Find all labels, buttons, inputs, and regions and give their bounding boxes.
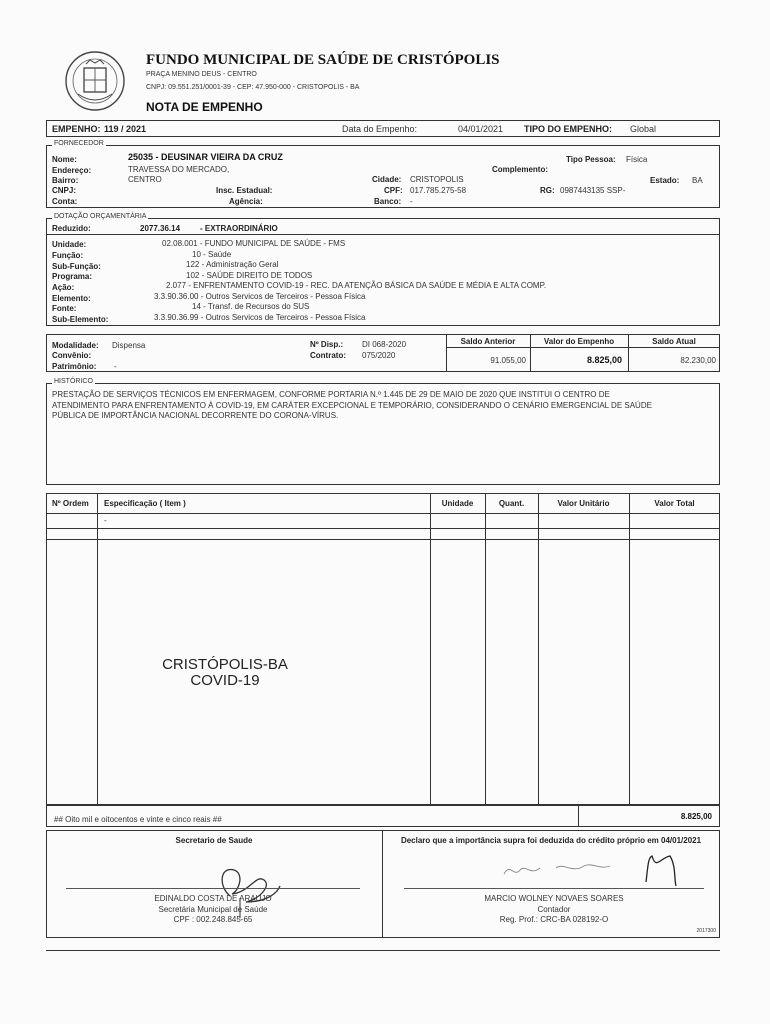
- col-header-espec: Especificação ( Item ): [104, 499, 186, 508]
- cidade-value: CRISTOPOLIS: [410, 175, 464, 184]
- dotacao-value-4: 2.077 - ENFRENTAMENTO COVID-19 - REC. DA ATENÇÃO BÁSICA DA SAÚDE E MÉDIA E ALTA COMP.: [166, 281, 547, 290]
- right-signer-reg: Reg. Prof.: CRC-BA 028192-O: [499, 915, 609, 924]
- doc-title: NOTA DE EMPENHO: [146, 100, 263, 114]
- ndisp-label: Nº Disp.:: [310, 340, 344, 349]
- historico-section-title: HISTÓRICO: [54, 378, 93, 385]
- bottom-rule: [46, 950, 720, 951]
- col-divider-vunit: [629, 493, 630, 805]
- org-cnpj: CNPJ: 09.551.251/0001-39 - CEP: 47.950-000 - CRISTOPOLIS - BA: [146, 84, 360, 91]
- items-row-line-2: [46, 539, 720, 540]
- banco-value: -: [410, 197, 413, 206]
- items-row-line: [46, 528, 720, 529]
- left-signature-line: [66, 888, 360, 889]
- org-name: FUNDO MUNICIPAL DE SAÚDE DE CRISTÓPOLIS: [146, 52, 500, 68]
- left-signer-cpf: CPF : 002.248.845-65: [173, 915, 253, 924]
- historico-line-1: ATENDIMENTO PARA ENFRENTAMENTO À COVID-19, EM CARÁTER EXCEPCIONAL E TEMPORÁRIO, CONSIDERANDO O CENÁRIO EMERGENCIAL DE SAÚDE: [52, 401, 652, 410]
- municipal-seal: [64, 50, 126, 112]
- valor-empenho-label: Valor do Empenho: [543, 337, 615, 346]
- stamp-line-1: CRISTÓPOLIS-BA: [162, 656, 288, 673]
- stamp-line-2: COVID-19: [190, 672, 260, 689]
- rg-value: 0987443135 SSP-: [560, 186, 626, 195]
- dotacao-label-4: Ação:: [52, 283, 75, 292]
- org-address: PRAÇA MENINO DEUS - CENTRO: [146, 71, 257, 78]
- col-divider-unidade: [485, 493, 486, 805]
- first-row-spec: -: [104, 516, 107, 525]
- col-header-vunit: Valor Unitário: [557, 499, 610, 508]
- empenho-label: EMPENHO:: [52, 124, 101, 134]
- reduzido-desc: - EXTRAORDINÁRIO: [200, 224, 278, 233]
- col-divider-ordem: [97, 493, 98, 805]
- dotacao-label-1: Função:: [52, 251, 84, 260]
- dotacao-value-6: 14 - Transf. de Recursos do SUS: [192, 302, 310, 311]
- signature-divider: [382, 830, 383, 938]
- col-header-vtotal: Valor Total: [654, 499, 695, 508]
- col-divider-quant: [538, 493, 539, 805]
- left-signer-name: EDINALDO COSTA DE ARAUJO: [154, 894, 272, 903]
- dotacao-label-7: Sub-Elemento:: [52, 315, 109, 324]
- modalidade-value: Dispensa: [112, 341, 146, 350]
- contrato-label: Contrato:: [310, 351, 346, 360]
- dotacao-label-3: Programa:: [52, 272, 93, 281]
- dotacao-value-0: 02.08.001 - FUNDO MUNICIPAL DE SAÚDE - FMS: [162, 239, 346, 248]
- estado-value: BA: [692, 176, 703, 185]
- saldo-header-line: [446, 347, 720, 348]
- dotacao-value-7: 3.3.90.36.99 - Outros Servicos de Terceiros - Pessoa Física: [154, 313, 366, 322]
- col-header-unidade: Unidade: [441, 499, 474, 508]
- cnpj-label: CNPJ:: [52, 186, 77, 195]
- col-header-ordem: Nº Ordem: [52, 499, 89, 508]
- empenho-type: Global: [630, 124, 657, 134]
- endereco-value: TRAVESSA DO MERCADO,: [128, 165, 230, 174]
- saldo-anterior-value: 91.055,00: [490, 356, 526, 365]
- patrimonio-label: Patrimônio:: [52, 362, 97, 371]
- dotacao-label-6: Fonte:: [52, 304, 77, 313]
- total-value: 8.825,00: [680, 812, 712, 821]
- dotacao-section-title: DOTAÇÃO ORÇAMENTÁRIA: [54, 213, 147, 220]
- footer-code: 2017300: [696, 928, 716, 934]
- insc-estadual-label: Insc. Estadual:: [216, 186, 273, 195]
- conta-label: Conta:: [52, 197, 78, 206]
- col-divider-espec: [430, 493, 431, 805]
- bairro-value: CENTRO: [128, 175, 162, 184]
- contrato-value: 075/2020: [362, 351, 396, 360]
- left-signature-title: Secretario de Saude: [175, 836, 253, 845]
- saldo-anterior-label: Saldo Anterior: [460, 337, 516, 346]
- reduzido-label: Reduzido:: [52, 224, 91, 233]
- empenho-type-label: TIPO DO EMPENHO:: [524, 124, 613, 134]
- empenho-date-label: Data do Empenho:: [342, 124, 418, 134]
- historico-line-2: PÚBLICA DE IMPORTÂNCIA NACIONAL DECORRENTE DO CORONA-VÍRUS.: [52, 411, 339, 420]
- cidade-label: Cidade:: [372, 175, 402, 184]
- valor-empenho-value: 8.825,00: [586, 355, 622, 365]
- right-signer-name: MARCIO WOLNEY NOVAES SOARES: [484, 894, 624, 903]
- fornecedor-section-title: FORNECEDOR: [54, 140, 104, 147]
- dotacao-label-5: Elemento:: [52, 294, 91, 303]
- rg-label: RG:: [540, 186, 555, 195]
- patrimonio-value: -: [114, 362, 117, 371]
- tipo-pessoa-label: Tipo Pessoa:: [566, 155, 616, 164]
- right-signer-role: Contador: [537, 905, 571, 914]
- saldo-atual-value: 82.230,00: [680, 356, 716, 365]
- endereco-label: Endereço:: [52, 166, 92, 175]
- tipo-pessoa-value: Física: [626, 155, 648, 164]
- cpf-label: CPF:: [384, 186, 403, 195]
- estado-label: Estado:: [650, 176, 680, 185]
- nome-label: Nome:: [52, 155, 77, 164]
- convenio-label: Convênio:: [52, 351, 92, 360]
- bairro-label: Bairro:: [52, 176, 79, 185]
- dotacao-value-1: 10 - Saúde: [192, 250, 232, 259]
- left-signer-role: Secretária Municipal de Saúde: [158, 905, 268, 914]
- right-signature-scribble: [500, 848, 720, 892]
- dotacao-label-0: Unidade:: [52, 240, 87, 249]
- right-signature-title: Declaro que a importância supra foi deduzida do crédito próprio em 04/01/2021: [400, 836, 702, 845]
- dotacao-label-2: Sub-Função:: [52, 262, 101, 271]
- empenho-date: 04/01/2021: [458, 124, 504, 134]
- dotacao-value-5: 3.3.90.36.00 - Outros Servicos de Terceiros - Pessoa Física: [154, 292, 366, 301]
- ndisp-value: DI 068-2020: [362, 340, 407, 349]
- items-header-line: [46, 513, 720, 514]
- dotacao-value-2: 122 - Administração Geral: [186, 260, 279, 269]
- agencia-label: Agência:: [229, 197, 263, 206]
- complemento-label: Complemento:: [492, 165, 548, 174]
- cpf-value: 017.785.275-58: [410, 186, 467, 195]
- nome-value: 25035 - DEUSINAR VIEIRA DA CRUZ: [128, 152, 283, 162]
- right-signature-line: [404, 888, 704, 889]
- modalidade-label: Modalidade:: [52, 341, 99, 350]
- dotacao-value-3: 102 - SAÚDE DIREITO DE TODOS: [186, 271, 313, 280]
- banco-label: Banco:: [374, 197, 402, 206]
- total-divider: [578, 805, 579, 827]
- total-extenso: ## Oito mil e oitocentos e vinte e cinco reais ##: [54, 815, 222, 824]
- historico-line-0: PRESTAÇÃO DE SERVIÇOS TÉCNICOS EM ENFERMAGEM, CONFORME PORTARIA N.º 1.445 DE 29 DE MAIO DE 2020 QUE INSTITUI O CENTRO DE: [52, 390, 610, 399]
- col-header-quant: Quant.: [498, 499, 525, 508]
- saldo-atual-label: Saldo Atual: [652, 337, 696, 346]
- empenho-number: 119 / 2021: [104, 124, 147, 134]
- dotacao-divider: [46, 234, 720, 235]
- reduzido-value: 2077.36.14: [140, 224, 181, 233]
